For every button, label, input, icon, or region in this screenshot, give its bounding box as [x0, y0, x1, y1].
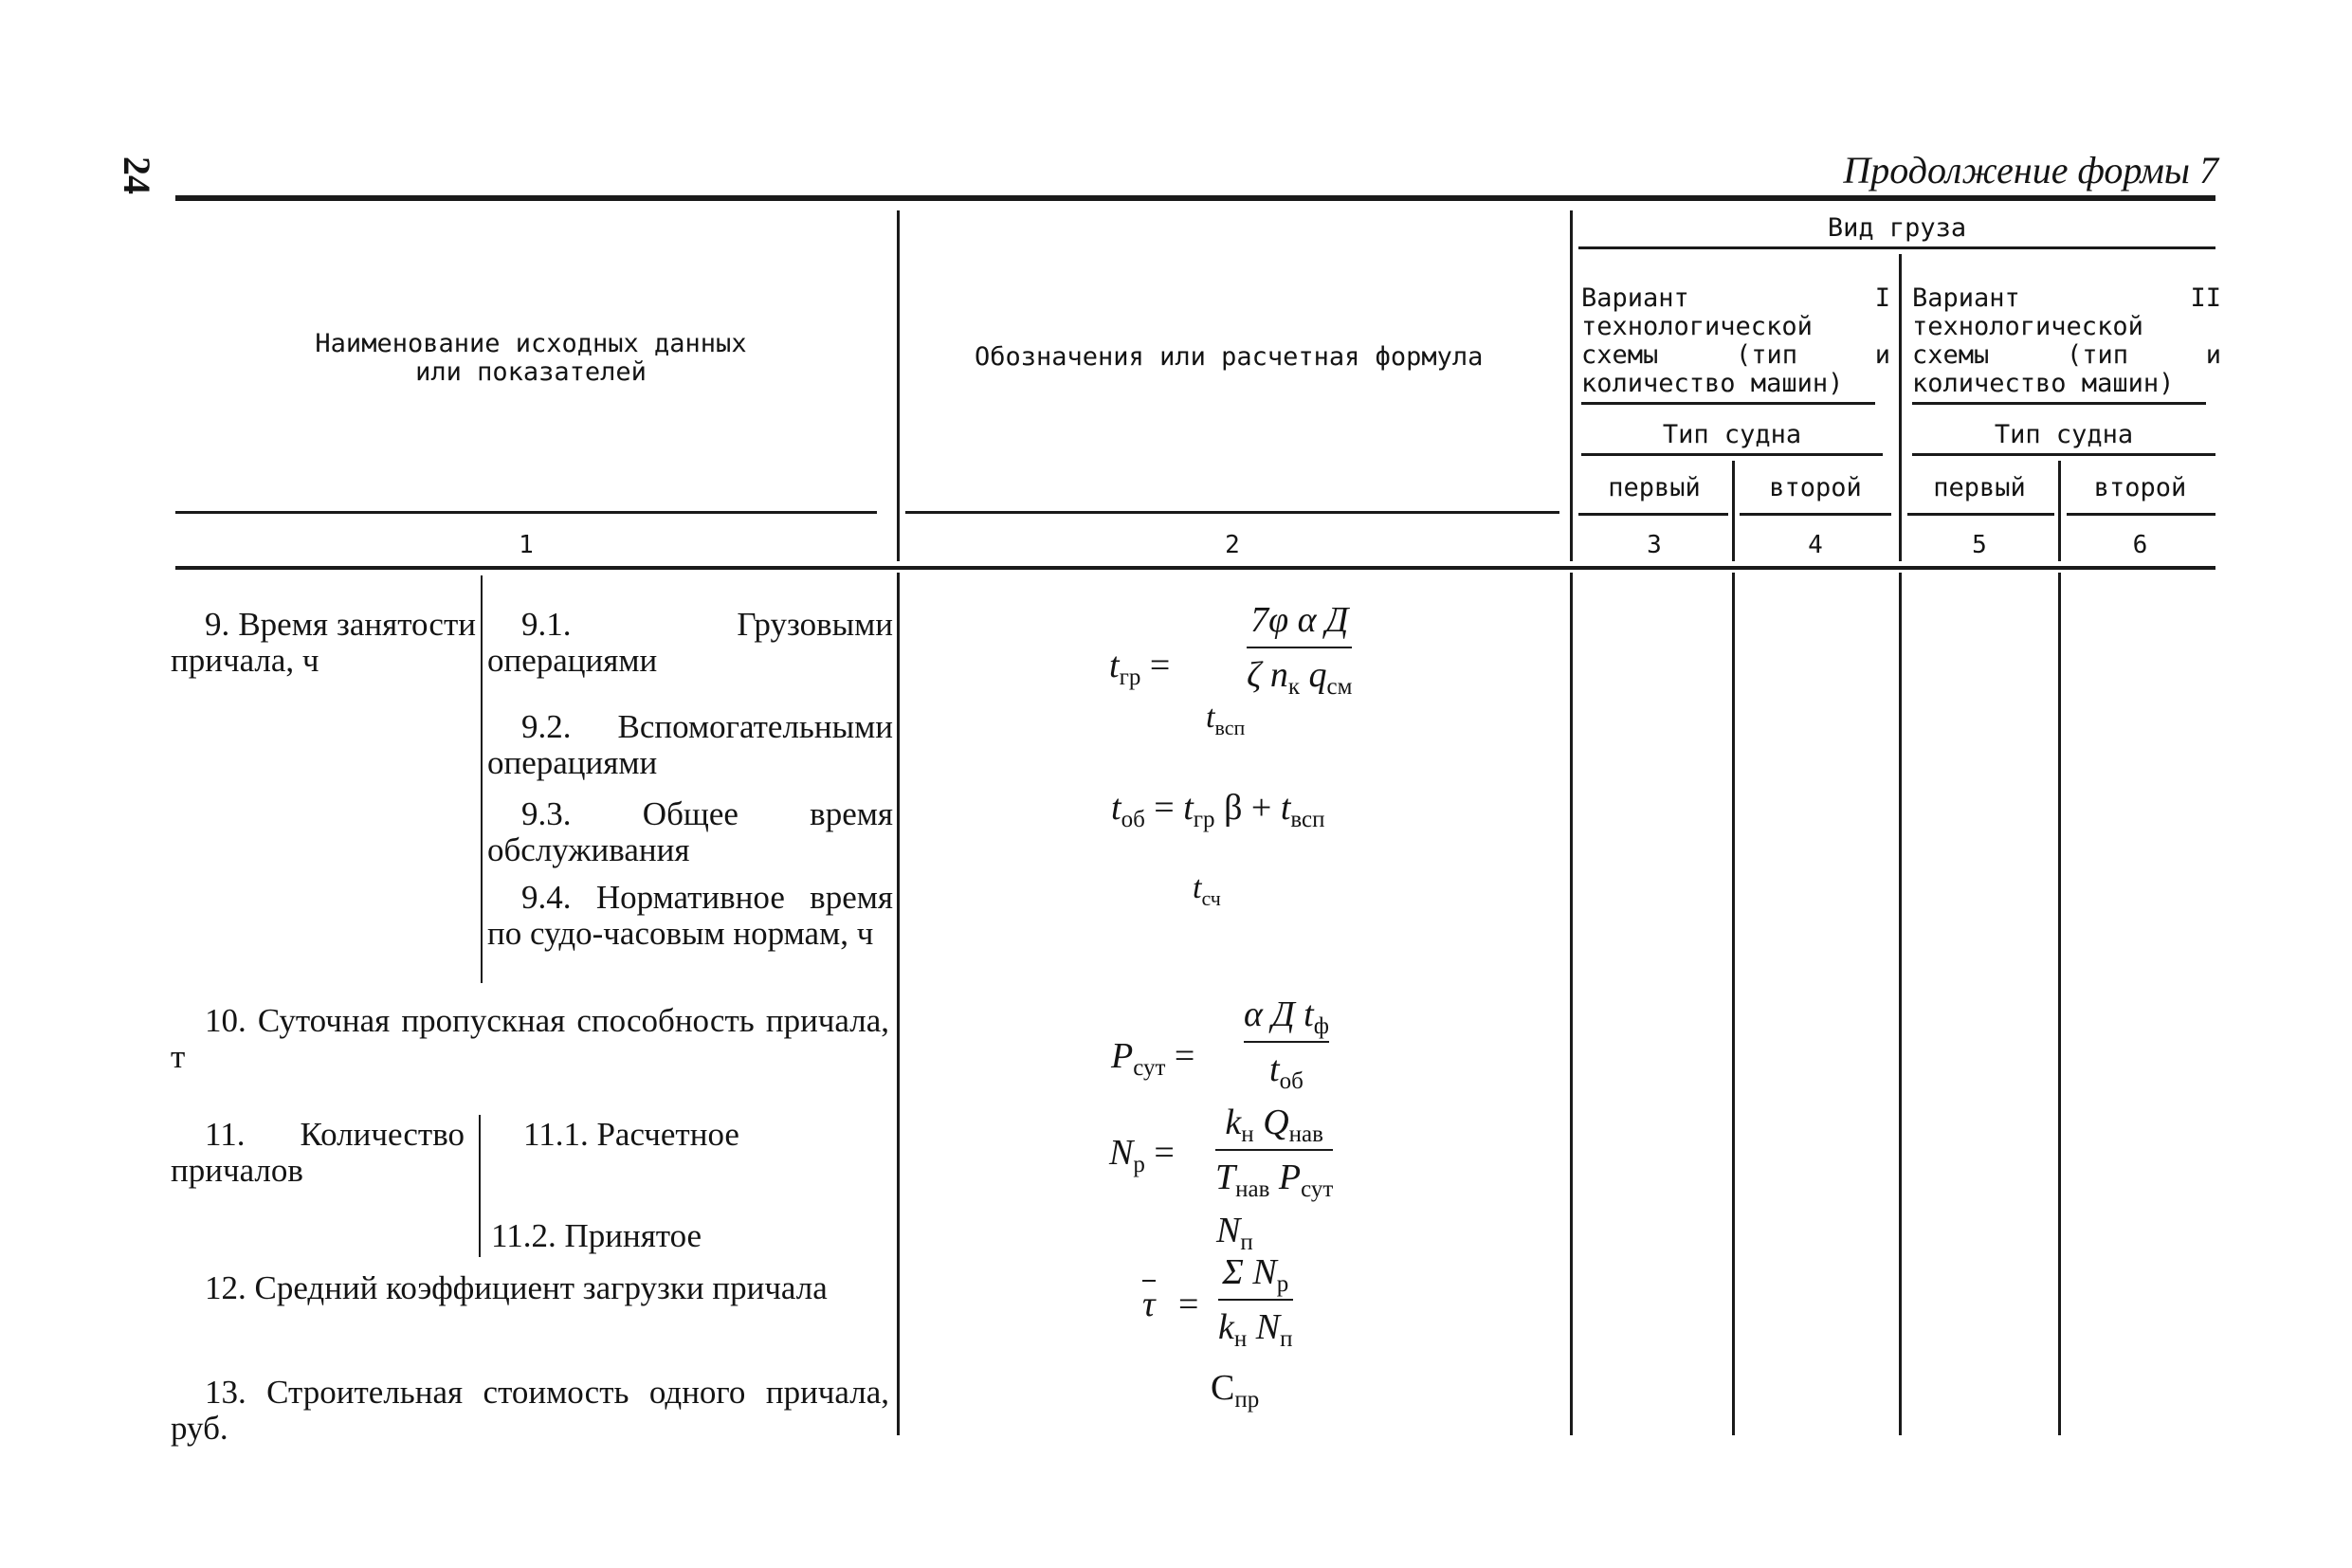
header-cargo-type: Вид груза	[1827, 213, 1967, 243]
column-number-rule	[175, 566, 2215, 570]
row9-label: 9. Время занятости причала, ч	[171, 606, 476, 679]
formula-9-3: $t_{об} = t_{гр}$ $\beta + t_{всп}$	[1111, 788, 1325, 832]
formula-13: $С_{пр}$	[1211, 1368, 1260, 1413]
header-variant2: Вариант II технологической схемы (тип и количество машин)	[1912, 283, 2221, 398]
row11-label: 11. Количество причалов	[171, 1116, 465, 1189]
variant1-rule	[1581, 402, 1875, 405]
header-second-1: второй	[1769, 473, 1862, 502]
header-variant1: Вариант I технологической схемы (тип и количество машин)	[1581, 283, 1890, 398]
formula-12: τ = Σ $N_р$ $k_н$ $N_п$	[1142, 1252, 1293, 1352]
body-divider-2	[1570, 573, 1573, 1435]
col-number-1: 1	[519, 531, 534, 559]
header-col1: Наименование исходных данных или показателей	[315, 329, 747, 387]
formula-9-2: $t_{всп}$	[1206, 700, 1246, 739]
continuation-title: Продолжение формы 7	[1843, 149, 2218, 191]
row9-bracket	[481, 575, 483, 983]
header-ship-type-2: Тип судна	[1994, 420, 2134, 449]
formula-11-2: $N_п$	[1216, 1211, 1253, 1255]
header-bottom-rule-4	[1740, 513, 1891, 516]
col-number-3: 3	[1647, 531, 1662, 559]
page-number: 24	[116, 156, 158, 194]
col-number-5: 5	[1972, 531, 1987, 559]
header-divider-5	[2058, 461, 2061, 561]
col-number-4: 4	[1808, 531, 1823, 559]
variant2-rule	[1912, 402, 2206, 405]
body-divider-5	[2058, 573, 2061, 1435]
row11-bracket	[479, 1115, 481, 1257]
row9-2-label: 9.2. Вспомогательными операциями	[487, 708, 893, 781]
header-ship-type-1: Тип судна	[1662, 420, 1802, 449]
row11-2-label: 11.2. Принятое	[491, 1217, 702, 1254]
header-bottom-rule-2	[905, 511, 1559, 514]
formula-11-1: $N_р$ = $k_н$ $Q_{нав}$ $T_{нав}$ $P_{сут}$	[1109, 1103, 1334, 1202]
header-first-2: первый	[1933, 473, 2026, 502]
header-first-1: первый	[1608, 473, 1701, 502]
row9-4-label: 9.4. Нормативное время по судо-часовым нормам, ч	[487, 879, 893, 952]
row9-1-label: 9.1. Грузовыми операциями	[487, 606, 893, 679]
header-bottom-rule-1	[175, 511, 877, 514]
ship-type-2-rule	[1912, 453, 2215, 456]
row9-3-label: 9.3. Общее время обслуживания	[487, 795, 893, 868]
cargo-type-rule	[1578, 246, 2215, 249]
header-second-2: второй	[2093, 473, 2187, 502]
row11-1-label: 11.1. Расчетное	[523, 1116, 739, 1153]
ship-type-1-rule	[1581, 453, 1883, 456]
row12-label: 12. Средний коэффициент загрузки причала	[205, 1269, 828, 1306]
top-rule	[175, 195, 2215, 201]
body-divider-4	[1899, 573, 1902, 1435]
row10-label: 10. Суточная пропускная способность причала, т	[171, 1002, 889, 1075]
formula-9-4: $t_{сч}$	[1193, 870, 1221, 910]
row13-label: 13. Строительная стоимость одного причала, руб.	[171, 1374, 889, 1447]
body-divider-1	[897, 573, 900, 1435]
header-divider-3	[1899, 254, 1902, 561]
col-number-6: 6	[2132, 531, 2148, 559]
col-number-2: 2	[1225, 531, 1240, 559]
header-col2: Обозначения или расчетная формула	[975, 342, 1484, 372]
body-divider-3	[1732, 573, 1735, 1435]
header-bottom-rule-6	[2067, 513, 2215, 516]
header-bottom-rule-3	[1578, 513, 1728, 516]
header-divider-1	[897, 210, 900, 561]
header-divider-2	[1570, 210, 1573, 561]
formula-10: $P_{сут}$ = α Д $t_ф$ $t_{об}$	[1111, 994, 1329, 1094]
formula-9-1: $t_{гр}$ = 7φ α Д ζ $n_к$ $q_{см}$	[1109, 600, 1353, 700]
header-bottom-rule-5	[1907, 513, 2054, 516]
